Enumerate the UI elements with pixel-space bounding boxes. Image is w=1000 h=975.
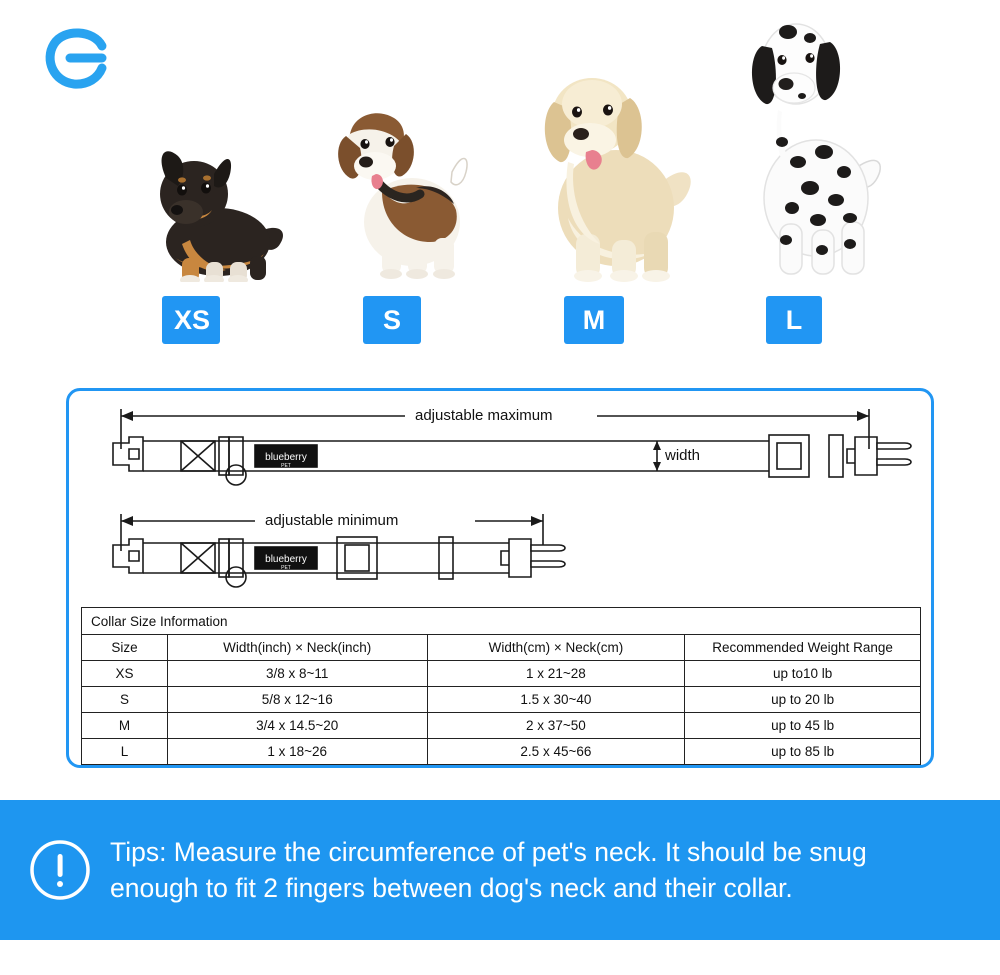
adjustable-maximum-label: adjustable maximum: [409, 407, 559, 424]
cell-weight-l: up to 85 lb: [685, 739, 921, 765]
collar-diagram-card: [66, 388, 934, 768]
tips-text: [110, 834, 893, 906]
table-header-cm: Width(cm) × Neck(cm): [427, 635, 685, 661]
exclamation-circle-icon: [28, 838, 92, 902]
size-badge-m: M: [564, 296, 624, 344]
size-badge-xs: XS: [162, 296, 220, 344]
dog-image-xs: [130, 82, 300, 282]
table-row: [82, 739, 921, 765]
cell-inch-l: 1 x 18~26: [167, 739, 427, 765]
tips-line-1: Tips: Measure the circumference of pet's neck. It should be snug: [110, 837, 867, 867]
adjustable-minimum-label: adjustable minimum: [259, 512, 404, 529]
width-label: width: [665, 447, 701, 464]
table-header-size: Size: [82, 635, 168, 661]
dog-illustrations-row: [120, 0, 980, 300]
cell-cm-s: 1.5 x 30~40: [427, 687, 685, 713]
cell-size-m: M: [82, 713, 168, 739]
size-badges-row: [120, 296, 980, 352]
size-table-wrapper: [81, 607, 921, 765]
dog-image-l: [726, 0, 896, 282]
size-badge-s: S: [363, 296, 421, 344]
cell-cm-l: 2.5 x 45~66: [427, 739, 685, 765]
table-caption-row: [82, 608, 921, 635]
svg-text:blueberry: blueberry: [265, 452, 307, 463]
cell-size-l: L: [82, 739, 168, 765]
cell-inch-s: 5/8 x 12~16: [167, 687, 427, 713]
cell-cm-m: 2 x 37~50: [427, 713, 685, 739]
tips-line-2: enough to fit 2 fingers between dog's neck and their collar.: [110, 873, 793, 903]
svg-text:blueberry: blueberry: [265, 554, 307, 565]
cell-cm-xs: 1 x 21~28: [427, 661, 685, 687]
table-caption: Collar Size Information: [82, 608, 921, 635]
table-header-weight: Recommended Weight Range: [685, 635, 921, 661]
svg-text:PET: PET: [281, 463, 291, 469]
table-header-inch: Width(inch) × Neck(inch): [167, 635, 427, 661]
size-badge-l: L: [766, 296, 822, 344]
table-header-row: [82, 635, 921, 661]
cell-weight-m: up to 45 lb: [685, 713, 921, 739]
collar-size-table: [81, 607, 921, 765]
e-logo: [40, 22, 112, 94]
dog-image-m: [520, 12, 700, 282]
cell-weight-xs: up to10 lb: [685, 661, 921, 687]
table-row: [82, 661, 921, 687]
tips-banner: [0, 800, 1000, 940]
cell-size-s: S: [82, 687, 168, 713]
table-row: [82, 713, 921, 739]
table-row: [82, 687, 921, 713]
dog-image-s: [320, 52, 485, 282]
cell-size-xs: XS: [82, 661, 168, 687]
svg-text:PET: PET: [281, 565, 291, 571]
cell-inch-xs: 3/8 x 8~11: [167, 661, 427, 687]
cell-weight-s: up to 20 lb: [685, 687, 921, 713]
cell-inch-m: 3/4 x 14.5~20: [167, 713, 427, 739]
